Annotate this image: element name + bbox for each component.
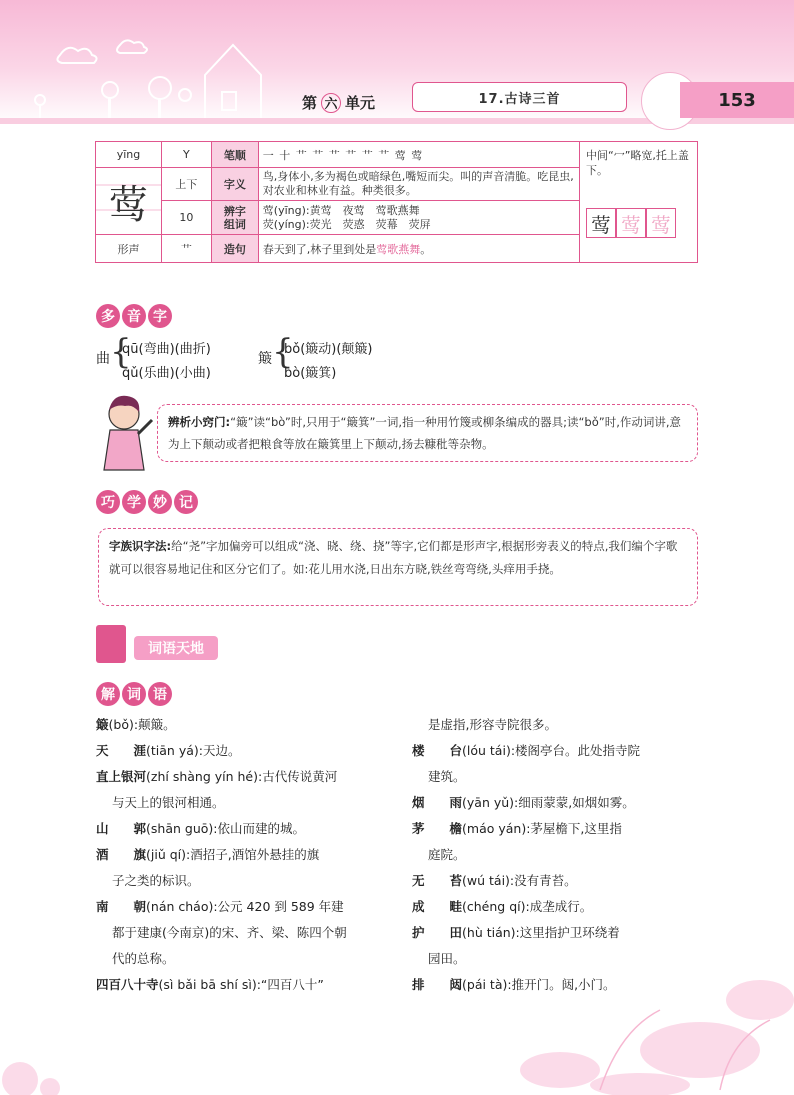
tip-title: 辨析小窍门: bbox=[168, 415, 231, 429]
glossary-continuation: 园田。 bbox=[428, 951, 466, 966]
glossary-entry bbox=[96, 894, 396, 920]
tip-box bbox=[157, 404, 698, 462]
glossary-term: 酒 旗 bbox=[96, 847, 147, 862]
brace-icon: { bbox=[110, 332, 132, 372]
formation-side-cell: 艹 bbox=[161, 235, 211, 263]
badge-char: 词 bbox=[122, 682, 146, 706]
glossary-entry bbox=[96, 738, 396, 764]
tip-text: “簸”读“bò”时,只用于“簸箕”一词,指一种用竹篾或柳条编成的器具;读“bǒ”时,作动词讲,意为上下颠动或者把粮食等放在簸箕里上下颠动,扬去糠秕等杂物。 bbox=[168, 415, 682, 451]
polyphone-badge bbox=[96, 304, 172, 328]
glossary-definition: (yān yǔ):细雨蒙蒙,如烟如雾。 bbox=[462, 795, 635, 810]
polyphone-reading-1b: qǔ(乐曲)(小曲) bbox=[122, 366, 211, 381]
badge-char: 巧 bbox=[96, 490, 120, 514]
badge-char: 多 bbox=[96, 304, 120, 328]
glossary-definition: (máo yán):茅屋檐下,这里指 bbox=[462, 821, 622, 836]
glossary-definition: (sì bǎi bā shí sì):“四百八十” bbox=[158, 977, 324, 992]
sentence-highlight: 莺歌燕舞 bbox=[376, 242, 421, 256]
glossary-definition: (pái tà):推开门。闼,小门。 bbox=[462, 977, 616, 992]
glossary-continuation: 庭院。 bbox=[428, 847, 466, 862]
glossary-continuation: 与天上的银河相通。 bbox=[112, 795, 225, 810]
badge-char: 字 bbox=[148, 304, 172, 328]
distinguish-line-1: 莺(yīng):黄莺 夜莺 莺歌燕舞 bbox=[262, 203, 420, 217]
unit-number: 六 bbox=[321, 93, 341, 113]
meaning-cell: 鸟,身体小,多为褐色或暗绿色,嘴短而尖。叫的声音清脆。吃昆虫,对农业和林业有益。种类很多。 bbox=[258, 168, 579, 201]
brace-icon: { bbox=[272, 332, 294, 372]
glossary-definition: (wú tái):没有青苔。 bbox=[462, 873, 577, 888]
badge-char: 解 bbox=[96, 682, 120, 706]
sentence-cell bbox=[258, 235, 579, 263]
method-box bbox=[98, 528, 698, 606]
glossary-entry bbox=[412, 894, 702, 920]
book-icon bbox=[96, 625, 126, 663]
distinguish-line-2: 荧(yíng):荧光 荧惑 荧幕 荧屏 bbox=[262, 217, 431, 231]
glossary-entry bbox=[96, 712, 396, 738]
polyphone-char-2: 簸 bbox=[258, 351, 272, 367]
polyphone-char-1: 曲 bbox=[96, 351, 110, 367]
distinguish-label: 辨字 组词 bbox=[211, 201, 258, 235]
glossary-term: 护 田 bbox=[412, 925, 463, 940]
glossary-entry bbox=[96, 842, 396, 868]
pinyin-cell: yīng bbox=[96, 142, 162, 168]
glossary-term: 南 朝 bbox=[96, 899, 147, 914]
glossary-term: 烟 雨 bbox=[412, 795, 463, 810]
glossary-entry bbox=[412, 790, 702, 816]
strokes-cell: 10 bbox=[161, 201, 211, 235]
glossary-continuation: 都于建康(今南京)的宋、齐、梁、陈四个朝 bbox=[112, 925, 347, 940]
glossary-definition: (zhí shàng yín hé):古代传说黄河 bbox=[146, 769, 338, 784]
unit-suffix: 单元 bbox=[345, 94, 376, 112]
writing-tip-cell bbox=[580, 142, 698, 263]
sentence-label: 造句 bbox=[211, 235, 258, 263]
structure-cell: 上下 bbox=[161, 168, 211, 201]
glossary-term: 成 畦 bbox=[412, 899, 463, 914]
character-table bbox=[95, 141, 698, 263]
distinguish-cell bbox=[258, 201, 579, 235]
grid-char-2: 莺 bbox=[616, 208, 646, 238]
glossary-definition: (lóu tái):楼阁亭台。此处指寺院 bbox=[462, 743, 641, 758]
glossary-continuation: 代的总称。 bbox=[112, 951, 175, 966]
glossary-term: 楼 台 bbox=[412, 743, 463, 758]
polyphone-reading-2b: bò(簸箕) bbox=[284, 366, 337, 381]
glossary-term: 直上银河 bbox=[96, 769, 147, 784]
formation-cell: 形声 bbox=[96, 235, 162, 263]
glossary-definition: (tiān yá):天边。 bbox=[146, 743, 241, 758]
floral-decoration bbox=[0, 940, 794, 1095]
main-character: 莺 bbox=[96, 168, 162, 235]
writing-grid bbox=[586, 208, 691, 238]
glossary-term: 天 涯 bbox=[96, 743, 147, 758]
glossary-definition: (nán cháo):公元 420 到 589 年建 bbox=[146, 899, 344, 914]
method-badge bbox=[96, 490, 198, 514]
glossary-entry bbox=[412, 738, 702, 764]
glossary-definition: (shān guō):依山而建的城。 bbox=[146, 821, 305, 836]
glossary-continuation: 建筑。 bbox=[428, 769, 466, 784]
polyphone-reading-2a: bǒ(簸动)(颠簸) bbox=[284, 342, 373, 357]
words-section-tab: 词语天地 bbox=[134, 636, 218, 660]
glossary-term: 山 郭 bbox=[96, 821, 147, 836]
cartoon-boy-illustration bbox=[96, 394, 158, 474]
house-tree-decoration bbox=[0, 20, 290, 125]
grid-char-1: 莺 bbox=[586, 208, 616, 238]
page-number: 153 bbox=[680, 82, 794, 118]
meaning-label: 字义 bbox=[211, 168, 258, 201]
badge-char: 妙 bbox=[148, 490, 172, 514]
glossary-term: 排 闼 bbox=[412, 977, 463, 992]
radical-cell: Y bbox=[161, 142, 211, 168]
glossary-continuation: 是虚指,形容寺院很多。 bbox=[428, 717, 557, 732]
words-badge bbox=[96, 682, 172, 706]
badge-char: 学 bbox=[122, 490, 146, 514]
glossary-definition: (bǒ):颠簸。 bbox=[108, 717, 176, 732]
sentence-post: 。 bbox=[420, 242, 432, 256]
glossary-term: 簸 bbox=[96, 717, 109, 732]
stroke-order-cell: 一 十 艹 艹 艹 艹 艹 艹 莺 莺 bbox=[258, 142, 579, 168]
badge-char: 记 bbox=[174, 490, 198, 514]
badge-char: 音 bbox=[122, 304, 146, 328]
glossary-continuation: 子之类的标识。 bbox=[112, 873, 200, 888]
lesson-title: 17.古诗三首 bbox=[412, 82, 627, 112]
writing-tip: 中间“冖”略宽,托上盖下。 bbox=[586, 149, 689, 177]
unit-label bbox=[302, 92, 375, 113]
glossary-term: 四百八十寺 bbox=[96, 977, 159, 992]
glossary-term: 无 苔 bbox=[412, 873, 463, 888]
glossary-definition: (chéng qí):成垄成行。 bbox=[462, 899, 593, 914]
glossary-term: 茅 檐 bbox=[412, 821, 463, 836]
stroke-order-label: 笔顺 bbox=[211, 142, 258, 168]
glossary-definition: (hù tián):这里指护卫环绕着 bbox=[462, 925, 620, 940]
glossary-entry bbox=[412, 868, 702, 894]
sentence-pre: 春天到了,林子里到处是 bbox=[262, 242, 377, 256]
method-text: 给“尧”字加偏旁可以组成“浇、晓、绕、挠”等字,它们都是形声字,根据形旁表义的特点,我们编个字歌就可以很容易地记住和区分它们了。如:花儿用水浇,日出东方晓,铁丝弯弯绕,头痒用手挠。 bbox=[109, 539, 678, 576]
badge-char: 语 bbox=[148, 682, 172, 706]
unit-prefix: 第 bbox=[302, 94, 318, 112]
glossary-entry bbox=[96, 764, 396, 790]
glossary-definition: (jiǔ qí):酒招子,酒馆外悬挂的旗 bbox=[146, 847, 320, 862]
glossary-entry bbox=[412, 816, 702, 842]
method-title: 字族识字法: bbox=[109, 539, 172, 553]
polyphone-reading-1a: qū(弯曲)(曲折) bbox=[122, 342, 211, 357]
glossary-entry bbox=[96, 816, 396, 842]
grid-char-3: 莺 bbox=[646, 208, 676, 238]
